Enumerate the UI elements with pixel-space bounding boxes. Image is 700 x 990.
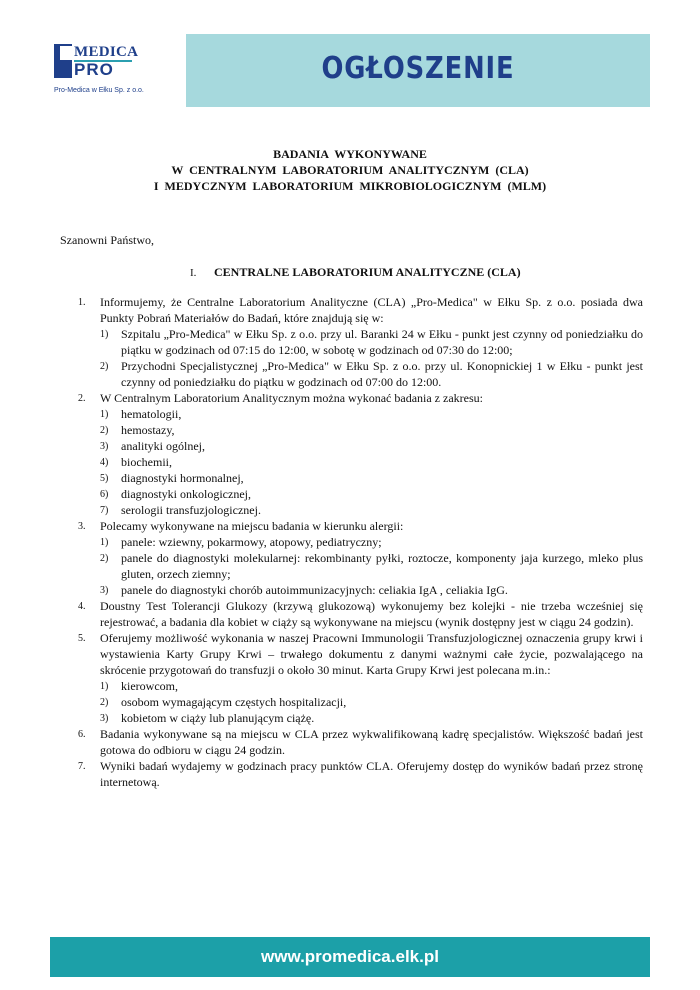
document-heading — [60, 146, 640, 194]
sub-item — [60, 694, 643, 710]
list-item-number: 4. — [78, 601, 86, 612]
list-item — [60, 598, 643, 630]
sub-item — [60, 486, 643, 502]
sub-item — [60, 406, 643, 422]
sub-item — [60, 470, 643, 486]
list-item-text: Informujemy, że Centralne Laboratorium Analityczne (CLA) „Pro-Medica" w Ełku Sp. z o.o. posiada dwa Punkty Pobrań Materiałów do Badań, które znajdują się w: — [100, 295, 643, 325]
list-item — [60, 726, 643, 758]
sub-item-number: 2) — [100, 425, 109, 436]
sub-item-text: Szpitalu „Pro-Medica" w Ełku Sp. z o.o. przy ul. Baranki 24 w Ełku - punkt jest czynny od poniedziałku do piątku w godzinach od 07:15 do 12:00, w sobotę w godzinach od 07:30 do 12:00; — [121, 327, 643, 357]
list-item-text: Polecamy wykonywane na miejscu badania w kierunku alergii: — [100, 519, 404, 533]
sub-item-number: 2) — [100, 553, 109, 564]
list-item — [60, 294, 643, 326]
list-item-number: 3. — [78, 521, 86, 532]
list-item-text: Wyniki badań wydajemy w godzinach pracy punktów CLA. Oferujemy dostęp do wyników badań przez stronę internetową. — [100, 759, 643, 789]
sub-item-text: diagnostyki onkologicznej, — [121, 487, 251, 501]
sub-item — [60, 422, 643, 438]
list-item-number: 1. — [78, 297, 86, 308]
heading-line-2: W CENTRALNYM LABORATORIUM ANALITYCZNYM (CLA) — [171, 163, 529, 177]
sub-item — [60, 710, 643, 726]
sub-item-text: panele: wziewny, pokarmowy, atopowy, pediatryczny; — [121, 535, 382, 549]
list-item — [60, 758, 643, 790]
logo-subtitle: Pro-Medica w Ełku Sp. z o.o. — [54, 87, 144, 94]
sub-item-text: hemostazy, — [121, 423, 175, 437]
sub-item-number: 1) — [100, 409, 109, 420]
sub-item-number: 2) — [100, 361, 109, 372]
sub-item — [60, 358, 643, 390]
sub-item-number: 3) — [100, 713, 109, 724]
sub-item-number: 3) — [100, 441, 109, 452]
list-item — [60, 630, 643, 678]
sub-item-text: osobom wymagającym częstych hospitalizacji, — [121, 695, 347, 709]
heading-line-3: I MEDYCZNYM LABORATORIUM MIKROBIOLOGICZNYM (MLM) — [153, 179, 547, 193]
sub-item-number: 4) — [100, 457, 109, 468]
logo-bottom-text: PRO — [74, 60, 114, 79]
sub-item-number: 7) — [100, 505, 109, 516]
sub-item-number: 2) — [100, 697, 109, 708]
title-banner — [186, 34, 650, 107]
list-item-number: 7. — [78, 761, 86, 772]
sub-item-text: panele do diagnostyki molekularnej: rekombinanty pyłki, roztocze, komponenty jaja kurzego, mleko plus gluten, orzech ziemny; — [121, 551, 643, 581]
list-item-number: 5. — [78, 633, 86, 644]
section-number: I. — [190, 267, 197, 279]
list-item-number: 6. — [78, 729, 86, 740]
website-link[interactable]: www.promedica.elk.pl — [261, 947, 439, 966]
sub-item-text: kierowcom, — [121, 679, 178, 693]
footer-bar — [50, 937, 650, 977]
heading-line-1: BADANIA WYKONYWANE — [273, 147, 427, 161]
sub-item — [60, 582, 643, 598]
list-item-number: 2. — [78, 393, 86, 404]
sub-item-text: Przychodni Specjalistycznej „Pro-Medica" w Ełku Sp. z o.o. przy ul. Konopnickiej 1 w Ełku - punkt jest czynny od poniedziałku do piątku w godzinach od 07:00 do 12:00. — [121, 359, 643, 389]
sub-item — [60, 454, 643, 470]
greeting: Szanowni Państwo, — [60, 233, 154, 247]
sub-item — [60, 678, 643, 694]
list-item — [60, 390, 643, 406]
list-item — [60, 518, 643, 534]
sub-item-text: serologii transfuzjologicznej. — [121, 503, 261, 517]
company-logo — [54, 42, 164, 102]
sub-item-text: kobietom w ciąży lub planującym ciążę. — [121, 711, 315, 725]
sub-item-number: 5) — [100, 473, 109, 484]
banner-title: OGŁOSZENIE — [321, 51, 515, 86]
numbered-list — [60, 294, 643, 790]
sub-item — [60, 326, 643, 358]
list-item-text: Doustny Test Tolerancji Glukozy (krzywą glukozową) wykonujemy bez kolejki - nie trzeba wcześniej się rejestrować, a badania dla kobiet w ciąży są wykonywane na miejscu (wynik dostępny jest w ciągu 24 godzin). — [100, 599, 643, 629]
sub-item — [60, 534, 643, 550]
list-item-text: Badania wykonywane są na miejscu w CLA przez wykwalifikowaną kadrę specjalistów. Większość badań jest gotowa do odbioru w ciągu 24 godzin. — [100, 727, 643, 757]
logo-top-text: MEDICA — [74, 44, 139, 60]
sub-item-text: panele do diagnostyki chorób autoimmunizacyjnych: celiakia IgA , celiakia IgG. — [121, 583, 508, 597]
sub-item-number: 6) — [100, 489, 109, 500]
list-item-text: W Centralnym Laboratorium Analitycznym można wykonać badania z zakresu: — [100, 391, 483, 405]
list-item-text: Oferujemy możliwość wykonania w naszej Pracowni Immunologii Transfuzjologicznej oznaczenia grupy krwi i wystawienia Karty Grupy Krwi – trwałego dokumentu z danymi ważnymi całe życie, pozwalającego na skrócenie przygotowań do transfuzji o około 30 minut. Karta Grupy Krwi jest polecana m.in.: — [100, 631, 643, 677]
section-heading — [190, 265, 521, 280]
sub-item-text: diagnostyki hormonalnej, — [121, 471, 244, 485]
sub-item-text: hematologii, — [121, 407, 182, 421]
sub-item-number: 1) — [100, 329, 109, 340]
sub-item — [60, 550, 643, 582]
sub-item-text: analityki ogólnej, — [121, 439, 205, 453]
sub-item-number: 1) — [100, 537, 109, 548]
sub-item — [60, 502, 643, 518]
sub-item — [60, 438, 643, 454]
sub-item-number: 3) — [100, 585, 109, 596]
section-title: CENTRALNE LABORATORIUM ANALITYCZNE (CLA) — [214, 265, 521, 279]
sub-item-text: biochemii, — [121, 455, 172, 469]
sub-item-number: 1) — [100, 681, 109, 692]
